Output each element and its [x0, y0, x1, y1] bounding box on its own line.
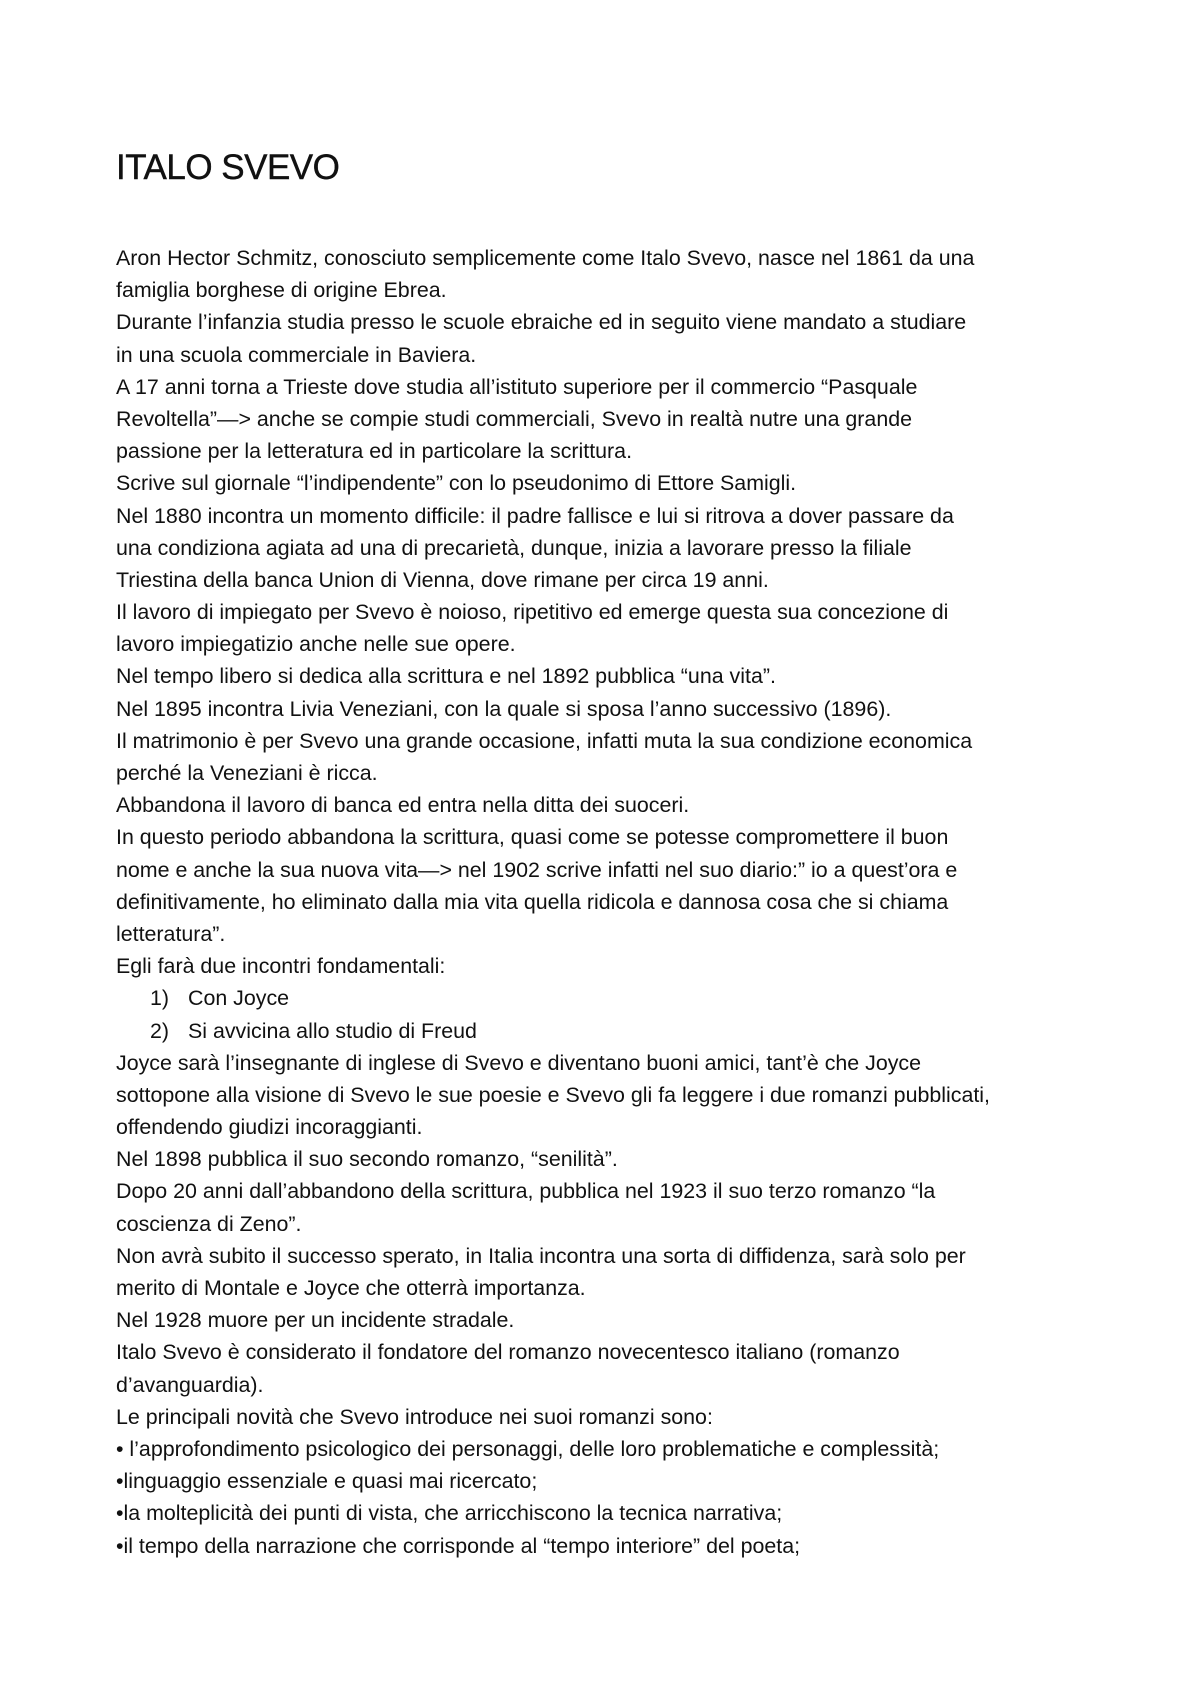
paragraph-line: Nel 1898 pubblica il suo secondo romanzo, “senilità”. [116, 1147, 618, 1172]
list-item-text: Con Joyce [188, 986, 290, 1011]
bullet-item: •la molteplicità dei punti di vista, che arricchiscono la tecnica narrativa; [116, 1501, 783, 1526]
numbered-list-item [116, 982, 1116, 1014]
paragraph-line: In questo periodo abbandona la scrittura, quasi come se potesse compromettere il buon [116, 825, 949, 850]
bullet-item: •linguaggio essenziale e quasi mai ricercato; [116, 1469, 538, 1494]
bullet-item: • l’approfondimento psicologico dei personaggi, delle loro problematiche e complessità; [116, 1436, 940, 1461]
paragraph-line: Nel 1928 muore per un incidente stradale. [116, 1308, 515, 1333]
bullet-item: •il tempo della narrazione che corrisponde al “tempo interiore” del poeta; [116, 1533, 801, 1558]
paragraph-line: coscienza di Zeno”. [116, 1211, 302, 1236]
paragraph-line: Non avrà subito il successo sperato, in Italia incontra una sorta di diffidenza, sarà solo per [116, 1243, 966, 1268]
paragraph-line: Revoltella”—> anche se compie studi commerciali, Svevo in realtà nutre una grande [116, 406, 913, 431]
paragraph-line: Scrive sul giornale “l’indipendente” con lo pseudonimo di Ettore Samigli. [116, 471, 797, 496]
paragraph-line: Dopo 20 anni dall’abbandono della scrittura, pubblica nel 1923 il suo terzo romanzo “la [116, 1179, 936, 1204]
paragraph-line: Italo Svevo è considerato il fondatore del romanzo novecentesco italiano (romanzo [116, 1340, 900, 1365]
paragraph-line: Aron Hector Schmitz, conosciuto semplicemente come Italo Svevo, nasce nel 1861 da una [116, 246, 975, 270]
paragraph-line: Egli farà due incontri fondamentali: [116, 954, 446, 979]
paragraph-line: Nel 1880 incontra un momento difficile: il padre fallisce e lui si ritrova a dover passare da [116, 503, 954, 528]
document-body [116, 242, 1116, 1562]
paragraph-line: Triestina della banca Union di Vienna, dove rimane per circa 19 anni. [116, 567, 769, 592]
numbered-list-item [116, 1015, 1116, 1047]
paragraph-line: perché la Veneziani è ricca. [116, 761, 378, 785]
paragraph-line: Il lavoro di impiegato per Svevo è noioso, ripetitivo ed emerge questa sua concezione di [116, 600, 949, 625]
paragraph-line: Nel 1895 incontra Livia Veneziani, con la quale si sposa l’anno successivo (1896). [116, 696, 892, 721]
list-item-text: Si avvicina allo studio di Freud [188, 1018, 477, 1043]
list-number: 2) [150, 1018, 170, 1043]
paragraph-line: offendendo giudizi incoraggianti. [116, 1115, 423, 1140]
paragraph-line: in una scuola commerciale in Baviera. [116, 342, 477, 367]
paragraph-line: definitivamente, ho eliminato dalla mia vita quella ridicola e dannosa cosa che si chiama [116, 889, 949, 914]
paragraph-line: Il matrimonio è per Svevo una grande occasione, infatti muta la sua condizione economica [116, 728, 973, 753]
paragraph-line: Nel tempo libero si dedica alla scrittura e nel 1892 pubblica “una vita”. [116, 664, 776, 689]
paragraph-line: merito di Montale e Joyce che otterrà importanza. [116, 1276, 586, 1300]
paragraph-line: Abbandona il lavoro di banca ed entra nella ditta dei suoceri. [116, 793, 690, 818]
paragraph-line: lavoro impiegatizio anche nelle sue opere. [116, 632, 516, 657]
list-number: 1) [150, 986, 170, 1011]
paragraph-line: Joyce sarà l’insegnante di inglese di Svevo e diventano buoni amici, tant’è che Joyce [116, 1050, 922, 1075]
paragraph-line: A 17 anni torna a Trieste dove studia all’istituto superiore per il commercio “Pasquale [116, 374, 918, 399]
paragraph-line: passione per la letteratura ed in particolare la scrittura. [116, 439, 633, 464]
paragraph-line: famiglia borghese di origine Ebrea. [116, 278, 447, 303]
paragraph-line: Durante l’infanzia studia presso le scuole ebraiche ed in seguito viene mandato a studiare [116, 310, 967, 335]
paragraph-line: nome e anche la sua nuova vita—> nel 1902 scrive infatti nel suo diario:” io a quest’ora e [116, 857, 958, 882]
paragraph-line: una condiziona agiata ad una di precarietà, dunque, inizia a lavorare presso la filiale [116, 535, 912, 560]
paragraph-line: sottopone alla visione di Svevo le sue poesie e Svevo gli fa leggere i due romanzi pubblicati, [116, 1082, 990, 1107]
paragraph-line: Le principali novità che Svevo introduce nei suoi romanzi sono: [116, 1404, 713, 1429]
paragraph-line: letteratura”. [116, 921, 226, 946]
paragraph-line: d’avanguardia). [116, 1372, 264, 1397]
document-title: ITALO SVEVO [116, 148, 340, 187]
